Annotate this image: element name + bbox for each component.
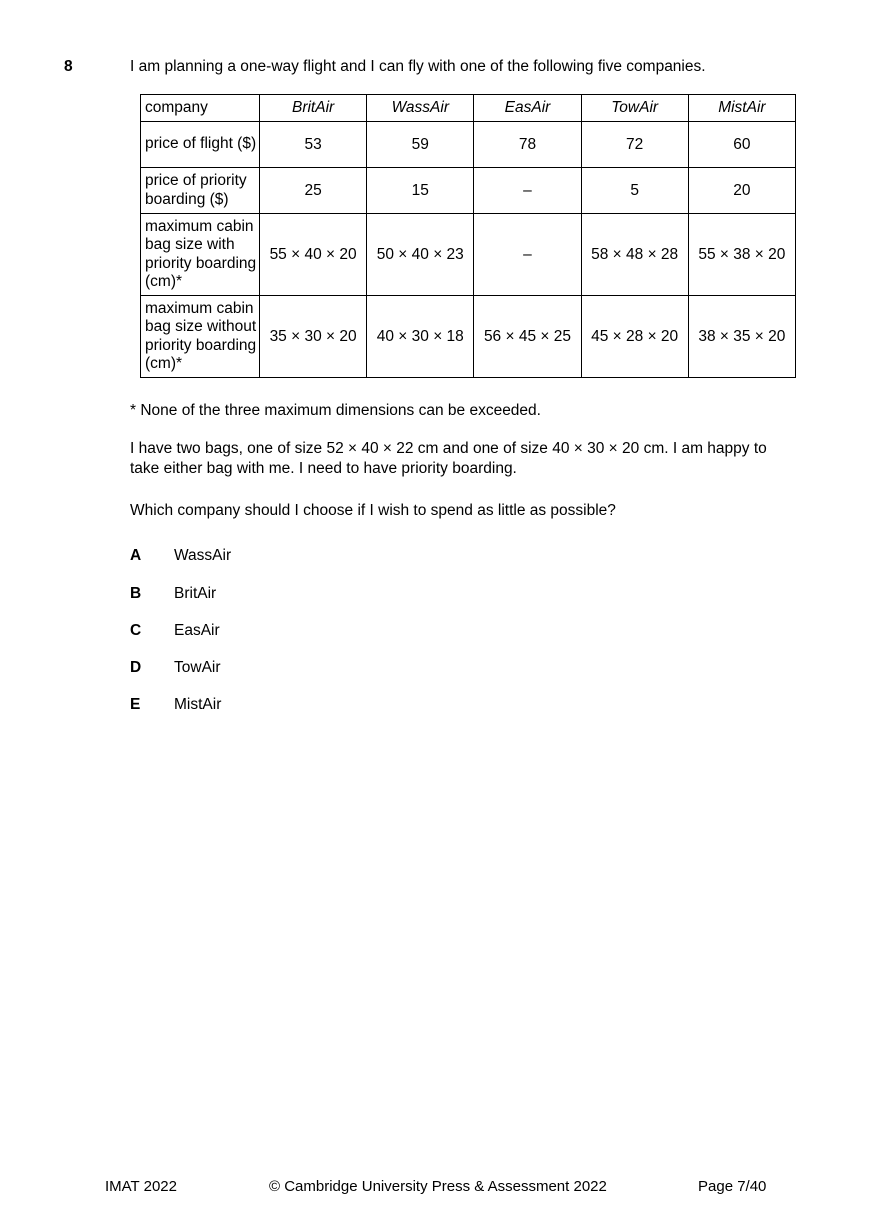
footer-page-number: Page 7/40 (698, 1178, 767, 1195)
table-cell: 60 (688, 122, 795, 168)
header-company: TowAir (581, 95, 688, 122)
answer-option-a (130, 547, 231, 565)
option-text: BritAir (174, 585, 217, 602)
question-intro: I am planning a one-way flight and I can fly with one of the following five companies. (130, 58, 706, 75)
header-company: MistAir (688, 95, 795, 122)
table-cell: 20 (688, 168, 795, 214)
header-company: WassAir (367, 95, 474, 122)
row-label: price of flight ($) (141, 122, 260, 168)
table-cell: 55 × 40 × 20 (260, 214, 367, 296)
row-label: maximum cabin bag size with priority boarding (cm)* (141, 214, 260, 296)
option-text: EasAir (174, 622, 220, 639)
header-company: EasAir (474, 95, 581, 122)
table-cell: 53 (260, 122, 367, 168)
answer-option-b (130, 585, 216, 603)
table-cell: 55 × 38 × 20 (688, 214, 795, 296)
question-paragraph: I have two bags, one of size 52 × 40 × 22 cm and one of size 40 × 30 × 20 cm. I am happy to take either bag with me. I need to have priority boarding. (130, 440, 767, 477)
table-row (141, 296, 796, 378)
table-cell: 45 × 28 × 20 (581, 296, 688, 378)
table-cell: 72 (581, 122, 688, 168)
table-row (141, 122, 796, 168)
flight-comparison-table (140, 94, 796, 378)
table-footnote: * None of the three maximum dimensions can be exceeded. (130, 402, 541, 419)
table-cell: – (474, 214, 581, 296)
table-cell: 5 (581, 168, 688, 214)
header-company-label: company (141, 95, 260, 122)
option-letter: D (130, 659, 142, 676)
table-cell: – (474, 168, 581, 214)
option-text: WassAir (174, 547, 232, 564)
answer-option-d (130, 659, 221, 677)
table-cell: 15 (367, 168, 474, 214)
footer-exam-name: IMAT 2022 (105, 1178, 177, 1195)
table-cell: 40 × 30 × 18 (367, 296, 474, 378)
table-cell: 59 (367, 122, 474, 168)
row-label: price of priority boarding ($) (141, 168, 260, 214)
header-company: BritAir (260, 95, 367, 122)
option-letter: A (130, 547, 142, 564)
table-cell: 56 × 45 × 25 (474, 296, 581, 378)
table-cell: 25 (260, 168, 367, 214)
footer-copyright: © Cambridge University Press & Assessment 2022 (269, 1178, 607, 1195)
option-text: TowAir (174, 659, 221, 676)
option-letter: E (130, 696, 141, 713)
table-row (141, 168, 796, 214)
option-text: MistAir (174, 696, 222, 713)
table-cell: 58 × 48 × 28 (581, 214, 688, 296)
option-letter: C (130, 622, 142, 639)
table-cell: 78 (474, 122, 581, 168)
table-cell: 35 × 30 × 20 (260, 296, 367, 378)
table-header-row (141, 95, 796, 122)
option-letter: B (130, 585, 142, 602)
row-label: maximum cabin bag size without priority boarding (cm)* (141, 296, 260, 378)
answer-option-c (130, 622, 220, 640)
question-prompt: Which company should I choose if I wish to spend as little as possible? (130, 502, 616, 519)
question-number: 8 (64, 58, 73, 75)
table-cell: 50 × 40 × 23 (367, 214, 474, 296)
table-row (141, 214, 796, 296)
table-cell: 38 × 35 × 20 (688, 296, 795, 378)
answer-option-e (130, 696, 221, 714)
